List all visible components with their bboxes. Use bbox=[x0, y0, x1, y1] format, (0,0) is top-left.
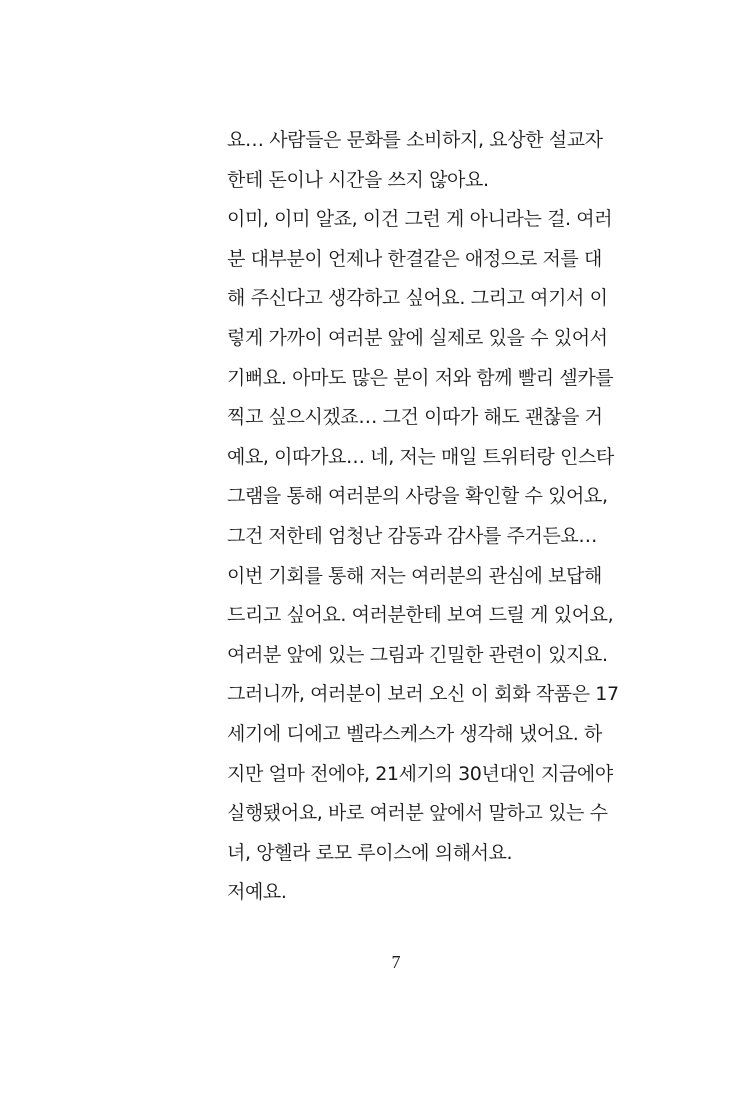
text-line: 세기에 디에고 벨라스케스가 생각해 냈어요. 하 bbox=[227, 722, 602, 745]
text-line: 그램을 통해 여러분의 사랑을 확인할 수 있어요, bbox=[227, 485, 608, 508]
text-line: 실행됐어요, 바로 여러분 앞에서 말하고 있는 수 bbox=[227, 802, 608, 825]
text-line: 요… 사람들은 문화를 소비하지, 요상한 설교자 bbox=[227, 129, 603, 151]
text-line: 지만 얼마 전에야, 21세기의 30년대인 지금에야 bbox=[227, 762, 613, 785]
text-line: 한테 돈이나 시간을 쓰지 않아요. bbox=[227, 168, 489, 191]
page-number: 7 bbox=[391, 952, 401, 972]
text-line: 그건 저한테 엄청난 감동과 감사를 주거든요… bbox=[227, 524, 597, 547]
text-line: 이미, 이미 알죠, 이건 그런 게 아니라는 걸. 여러 bbox=[227, 208, 613, 231]
text-line: 예요, 이따가요… 네, 저는 매일 트위터랑 인스타 bbox=[227, 445, 614, 468]
text-line: 기뻐요. 아마도 많은 분이 저와 함께 빨리 셀카를 bbox=[227, 366, 614, 389]
text-line: 찍고 싶으시겠죠… 그건 이따가 해도 괜찮을 거 bbox=[227, 406, 603, 429]
text-line: 해 주신다고 생각하고 싶어요. 그리고 여기서 이 bbox=[227, 287, 608, 310]
text-line: 이번 기회를 통해 저는 여러분의 관심에 보답해 bbox=[227, 564, 602, 587]
text-line: 드리고 싶어요. 여러분한테 보여 드릴 게 있어요, bbox=[227, 604, 614, 627]
body-text bbox=[227, 121, 647, 913]
text-line: 녀, 앙헬라 로모 루이스에 의해서요. bbox=[227, 841, 513, 864]
text-line: 렇게 가까이 여러분 앞에 실제로 있을 수 있어서 bbox=[227, 326, 608, 349]
text-line: 여러분 앞에 있는 그림과 긴밀한 관련이 있지요. bbox=[227, 643, 608, 666]
text-line: 그러니까, 여러분이 보러 오신 이 회화 작품은 17 bbox=[227, 683, 619, 706]
text-line: 분 대부분이 언제나 한결같은 애정으로 저를 대 bbox=[227, 247, 602, 270]
text-line: 저예요. bbox=[227, 881, 287, 904]
